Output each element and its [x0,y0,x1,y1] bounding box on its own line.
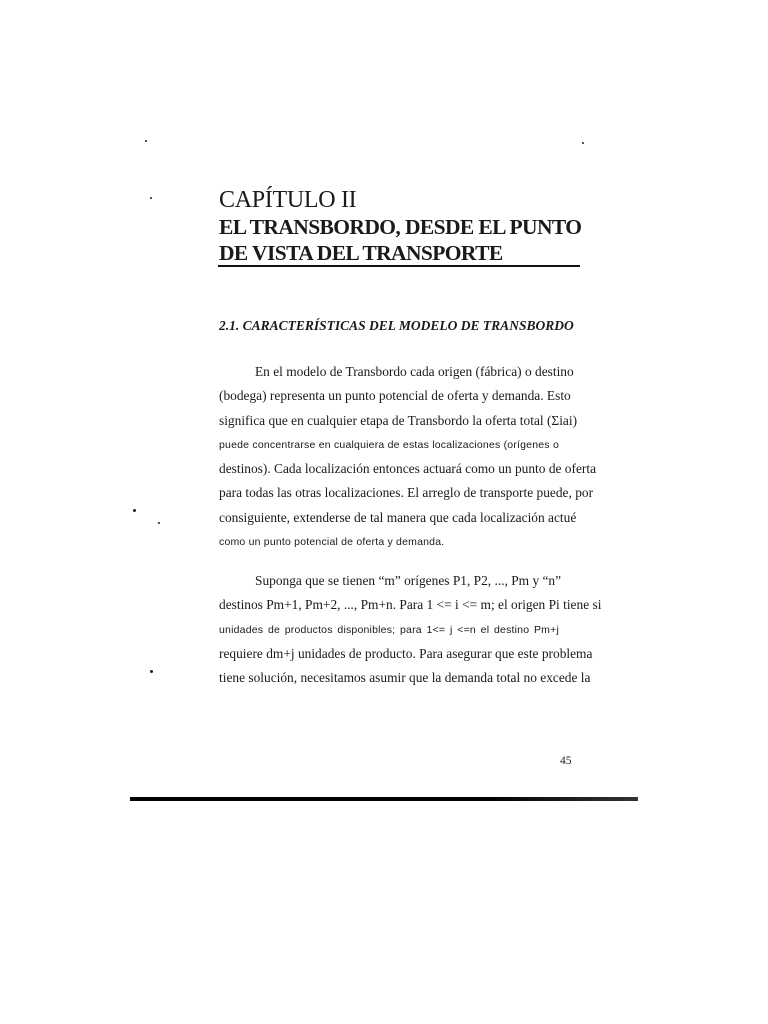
paragraph-line: destinos Pm+1, Pm+2, ..., Pm+n. Para 1 <= i <= m; el origen Pi tiene si [219,597,602,613]
chapter-title [219,214,589,266]
bottom-rule [130,797,638,801]
paragraph-line: como un punto potencial de oferta y demanda. [219,536,445,549]
chapter-title-line-1: EL TRANSBORDO, DESDE EL PUNTO [219,215,582,239]
scan-speck [158,522,160,524]
paragraph-1 [219,360,597,554]
paragraph-line: consiguiente, extenderse de tal manera que cada localización actué [219,509,577,525]
paragraph-2 [219,569,602,690]
paragraph-line: destinos). Cada localización entonces actuará como un punto de oferta [219,461,597,477]
scan-speck [582,142,584,144]
chapter-label: CAPÍTULO II [219,187,357,213]
scan-speck [150,670,153,673]
paragraph-line: puede concentrarse en cualquiera de estas localizaciones (orígenes o [219,438,559,451]
title-underline [218,265,580,267]
scan-speck [150,197,152,199]
paragraph-line: requiere dm+j unidades de producto. Para asegurar que este problema [219,645,593,661]
paragraph-line: tiene solución, necesitamos asumir que la demanda total no excede la [219,670,591,686]
paragraph-line: para todas las otras localizaciones. El arreglo de transporte puede, por [219,485,594,501]
paragraph-line: (bodega) representa un punto potencial de oferta y demanda. Esto [219,388,571,404]
chapter-title-line-2: DE VISTA DEL TRANSPORTE [219,241,503,265]
paragraph-line: En el modelo de Transbordo cada origen (fábrica) o destino [255,364,574,379]
page-number: 45 [560,755,572,767]
paragraph-line: Suponga que se tienen “m” orígenes P1, P2, ..., Pm y “n” [255,573,562,588]
section-heading: 2.1. CARACTERÍSTICAS DEL MODELO DE TRANSBORDO [219,318,574,333]
scan-speck [145,140,147,142]
paragraph-line: unidades de productos disponibles; para 1<= j <=n el destino Pm+j [219,623,559,636]
scan-speck [133,509,136,512]
paragraph-line: significa que en cualquier etapa de Transbordo la oferta total (Σiai) [219,412,578,428]
